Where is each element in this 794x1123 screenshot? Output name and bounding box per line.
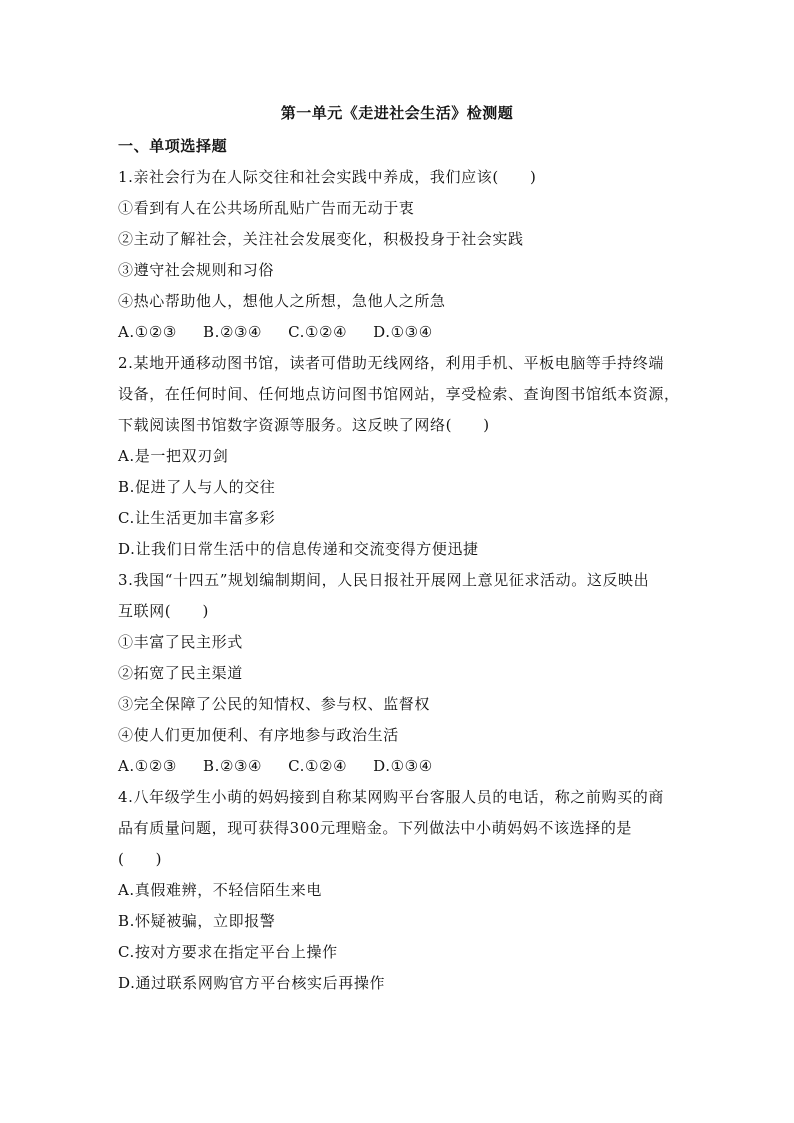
question-1 xyxy=(118,162,678,348)
question-option: ②拓宽了民主渠道 xyxy=(118,664,243,682)
question-option: C.按对方要求在指定平台上操作 xyxy=(118,943,338,961)
question-3 xyxy=(118,565,678,782)
question-stem: 互联网( ) xyxy=(118,602,209,620)
choice-a: A.①②③ xyxy=(118,757,177,775)
choice-a: A.①②③ xyxy=(118,323,177,341)
question-option: ③遵守社会规则和习俗 xyxy=(118,261,275,279)
choice-d: D.①③④ xyxy=(373,757,433,775)
question-stem: 下载阅读图书馆数字资源等服务。这反映了网络( ) xyxy=(118,416,490,434)
question-stem: ( ) xyxy=(118,850,163,868)
question-option: B.怀疑被骗，立即报警 xyxy=(118,912,276,930)
question-option: ②主动了解社会，关注社会发展变化，积极投身于社会实践 xyxy=(118,230,524,248)
question-stem: 1.亲社会行为在人际交往和社会实践中养成，我们应该( ) xyxy=(118,168,537,186)
question-option: A.真假难辨，不轻信陌生来电 xyxy=(118,881,323,899)
question-option: ④热心帮助他人，想他人之所想，急他人之所急 xyxy=(118,292,446,310)
question-stem: 3.我国“十四五”规划编制期间，人民日报社开展网上意见征求活动。这反映出 xyxy=(118,571,650,589)
choice-c: C.①②④ xyxy=(288,757,348,775)
question-option: ③完全保障了公民的知情权、参与权、监督权 xyxy=(118,695,431,713)
question-4 xyxy=(118,782,678,999)
document-title: 第一单元《走进社会生活》检测题 xyxy=(280,104,514,122)
question-stem: 品有质量问题，现可获得300元理赔金。下列做法中小萌妈妈不该选择的是 xyxy=(118,819,633,837)
question-option: ①丰富了民主形式 xyxy=(118,633,243,651)
choice-b: B.②③④ xyxy=(202,757,263,775)
question-2 xyxy=(118,348,678,565)
question-option: C.让生活更加丰富多彩 xyxy=(118,509,276,527)
question-option: D.让我们日常生活中的信息传递和交流变得方便迅捷 xyxy=(118,540,479,558)
document-body xyxy=(118,131,678,999)
choice-b: B.②③④ xyxy=(202,323,263,341)
answer-choices xyxy=(118,317,678,348)
question-stem: 设备，在任何时间、任何地点访问图书馆网站，享受检索、查询图书馆纸本资源， xyxy=(118,385,680,403)
question-stem: 2.某地开通移动图书馆，读者可借助无线网络，利用手机、平板电脑等手持终端 xyxy=(118,354,664,372)
section-heading: 一、单项选择题 xyxy=(118,137,228,155)
choice-c: C.①②④ xyxy=(288,323,348,341)
question-option: ④使人们更加便利、有序地参与政治生活 xyxy=(118,726,399,744)
question-option: B.促进了人与人的交往 xyxy=(118,478,276,496)
question-stem: 4.八年级学生小萌的妈妈接到自称某网购平台客服人员的电话，称之前购买的商 xyxy=(118,788,664,806)
question-option: A.是一把双刃剑 xyxy=(118,447,229,465)
answer-choices xyxy=(118,751,678,782)
question-option: D.通过联系网购官方平台核实后再操作 xyxy=(118,974,386,992)
question-option: ①看到有人在公共场所乱贴广告而无动于衷 xyxy=(118,199,415,217)
choice-d: D.①③④ xyxy=(373,323,433,341)
